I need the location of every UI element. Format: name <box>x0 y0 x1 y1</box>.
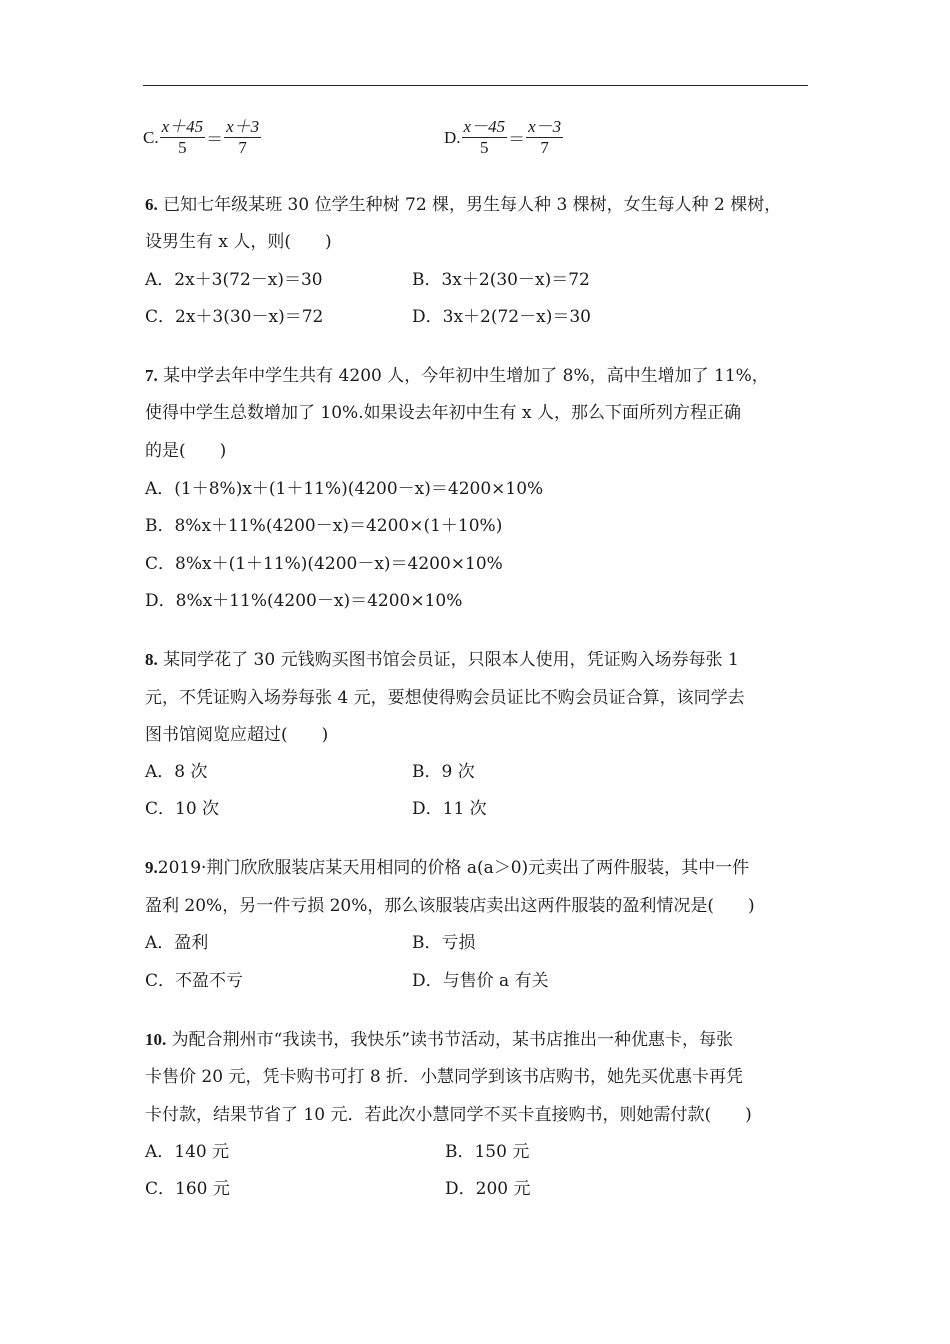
fraction <box>462 117 508 158</box>
option-label: C. <box>143 127 159 147</box>
question-10-option-d: D．200 元 <box>445 1179 531 1199</box>
question-text: 某同学花了 30 元钱购买图书馆会员证，只限本人使用，凭证购入场券每张 1 <box>163 650 739 670</box>
question-text: 使得中学生总数增加了 10%.如果设去年初中生有 x 人，那么下面所列方程正确 <box>145 403 741 423</box>
equals-sign: ＝ <box>206 130 224 149</box>
question-9-option-c: C．不盈不亏 <box>145 971 244 991</box>
question-text: 2019·荆门欣欣服装店某天用相同的价格 a(a＞0)元卖出了两件服装，其中一件 <box>157 858 750 878</box>
question-8-option-a: A．8 次 <box>145 762 208 782</box>
numerator: x＋3 <box>226 117 260 136</box>
question-6-option-d: D．3x＋2(72－x)＝30 <box>412 307 591 327</box>
question-7-line-1 <box>145 364 769 388</box>
question-7-option-c: C．8%x＋(1＋11%)(4200－x)＝4200×10% <box>145 554 503 574</box>
question-8-option-d: D．11 次 <box>412 799 487 819</box>
question-6-option-b: B．3x＋2(30－x)＝72 <box>412 270 590 290</box>
numerator: x－45 <box>463 117 506 136</box>
question-6-line-1 <box>145 193 781 217</box>
question-7-option-b: B．8%x＋11%(4200－x)＝4200×(1＋10%) <box>145 516 503 536</box>
question-text: 元，不凭证购入场券每张 4 元，要想使得购会员证比不购会员证合算，该同学去 <box>145 688 745 708</box>
question-number: 7. <box>145 366 158 385</box>
question-6-option-a: A．2x＋3(72－x)＝30 <box>145 270 323 290</box>
question-10-line-1 <box>145 1028 733 1052</box>
equals-sign: ＝ <box>508 130 526 149</box>
question-text: 的是( ) <box>145 441 227 461</box>
question-9-option-d: D．与售价 a 有关 <box>412 971 549 991</box>
denominator: 5 <box>480 138 489 157</box>
fraction <box>160 117 206 158</box>
question-10-line-2 <box>145 1065 743 1089</box>
denominator: 7 <box>238 138 247 157</box>
question-10-line-3 <box>145 1103 752 1127</box>
option-label: D. <box>444 127 461 147</box>
fraction <box>224 117 261 158</box>
question-8-line-1 <box>145 648 739 672</box>
question-8-line-3 <box>145 723 328 747</box>
numerator: x＋45 <box>161 117 204 136</box>
question-9-line-2 <box>145 894 755 918</box>
question-10-option-c: C．160 元 <box>145 1179 230 1199</box>
denominator: 5 <box>178 138 187 157</box>
question-8-line-2 <box>145 686 745 710</box>
question-10-option-b: B．150 元 <box>445 1142 530 1162</box>
fraction <box>526 117 563 158</box>
numerator: x－3 <box>528 117 562 136</box>
question-8-option-c: C．10 次 <box>145 799 220 819</box>
question-7-line-3 <box>145 439 226 463</box>
question-text: 卡付款，结果节省了 10 元．若此次小慧同学不买卡直接购书，则她需付款( ) <box>145 1105 752 1125</box>
question-number: 10. <box>145 1030 167 1049</box>
question-6-option-c: C．2x＋3(30－x)＝72 <box>145 307 324 327</box>
question-7-option-a: A．(1＋8%)x＋(1＋11%)(4200－x)＝4200×10% <box>145 479 544 499</box>
question-7-option-d: D．8%x＋11%(4200－x)＝4200×10% <box>145 591 463 611</box>
question-text: 设男生有 x 人，则( ) <box>145 232 332 252</box>
question-10-option-a: A．140 元 <box>145 1142 230 1162</box>
question-number: 8. <box>145 650 158 669</box>
question-text: 图书馆阅览应超过( ) <box>145 725 329 745</box>
question-9-line-1 <box>145 856 749 880</box>
denominator: 7 <box>540 138 549 157</box>
question-number: 6. <box>145 195 158 214</box>
question-text: 盈利 20%，另一件亏损 20%，那么该服装店卖出这两件服装的盈利情况是( ) <box>145 896 755 916</box>
question-text: 卡售价 20 元，凭卡购书可打 8 折．小慧同学到该书店购书，她先买优惠卡再凭 <box>145 1067 744 1087</box>
option-d-fraction <box>444 117 564 158</box>
question-text: 某中学去年中学生共有 4200 人，今年初中生增加了 8%，高中生增加了 11%， <box>163 366 769 386</box>
option-c-fraction <box>143 117 262 158</box>
question-number: 9. <box>145 858 158 877</box>
question-text: 为配合荆州市“我读书，我快乐”读书节活动，某书店推出一种优惠卡，每张 <box>171 1030 734 1050</box>
question-9-option-a: A．盈利 <box>145 933 209 953</box>
question-6-line-2 <box>145 230 332 254</box>
question-9-option-b: B．亏损 <box>412 933 476 953</box>
question-text: 已知七年级某班 30 位学生种树 72 棵，男生每人种 3 棵树，女生每人种 2 棵树， <box>163 195 782 215</box>
header-rule <box>143 85 808 86</box>
question-7-line-2 <box>145 401 741 425</box>
question-8-option-b: B．9 次 <box>412 762 475 782</box>
